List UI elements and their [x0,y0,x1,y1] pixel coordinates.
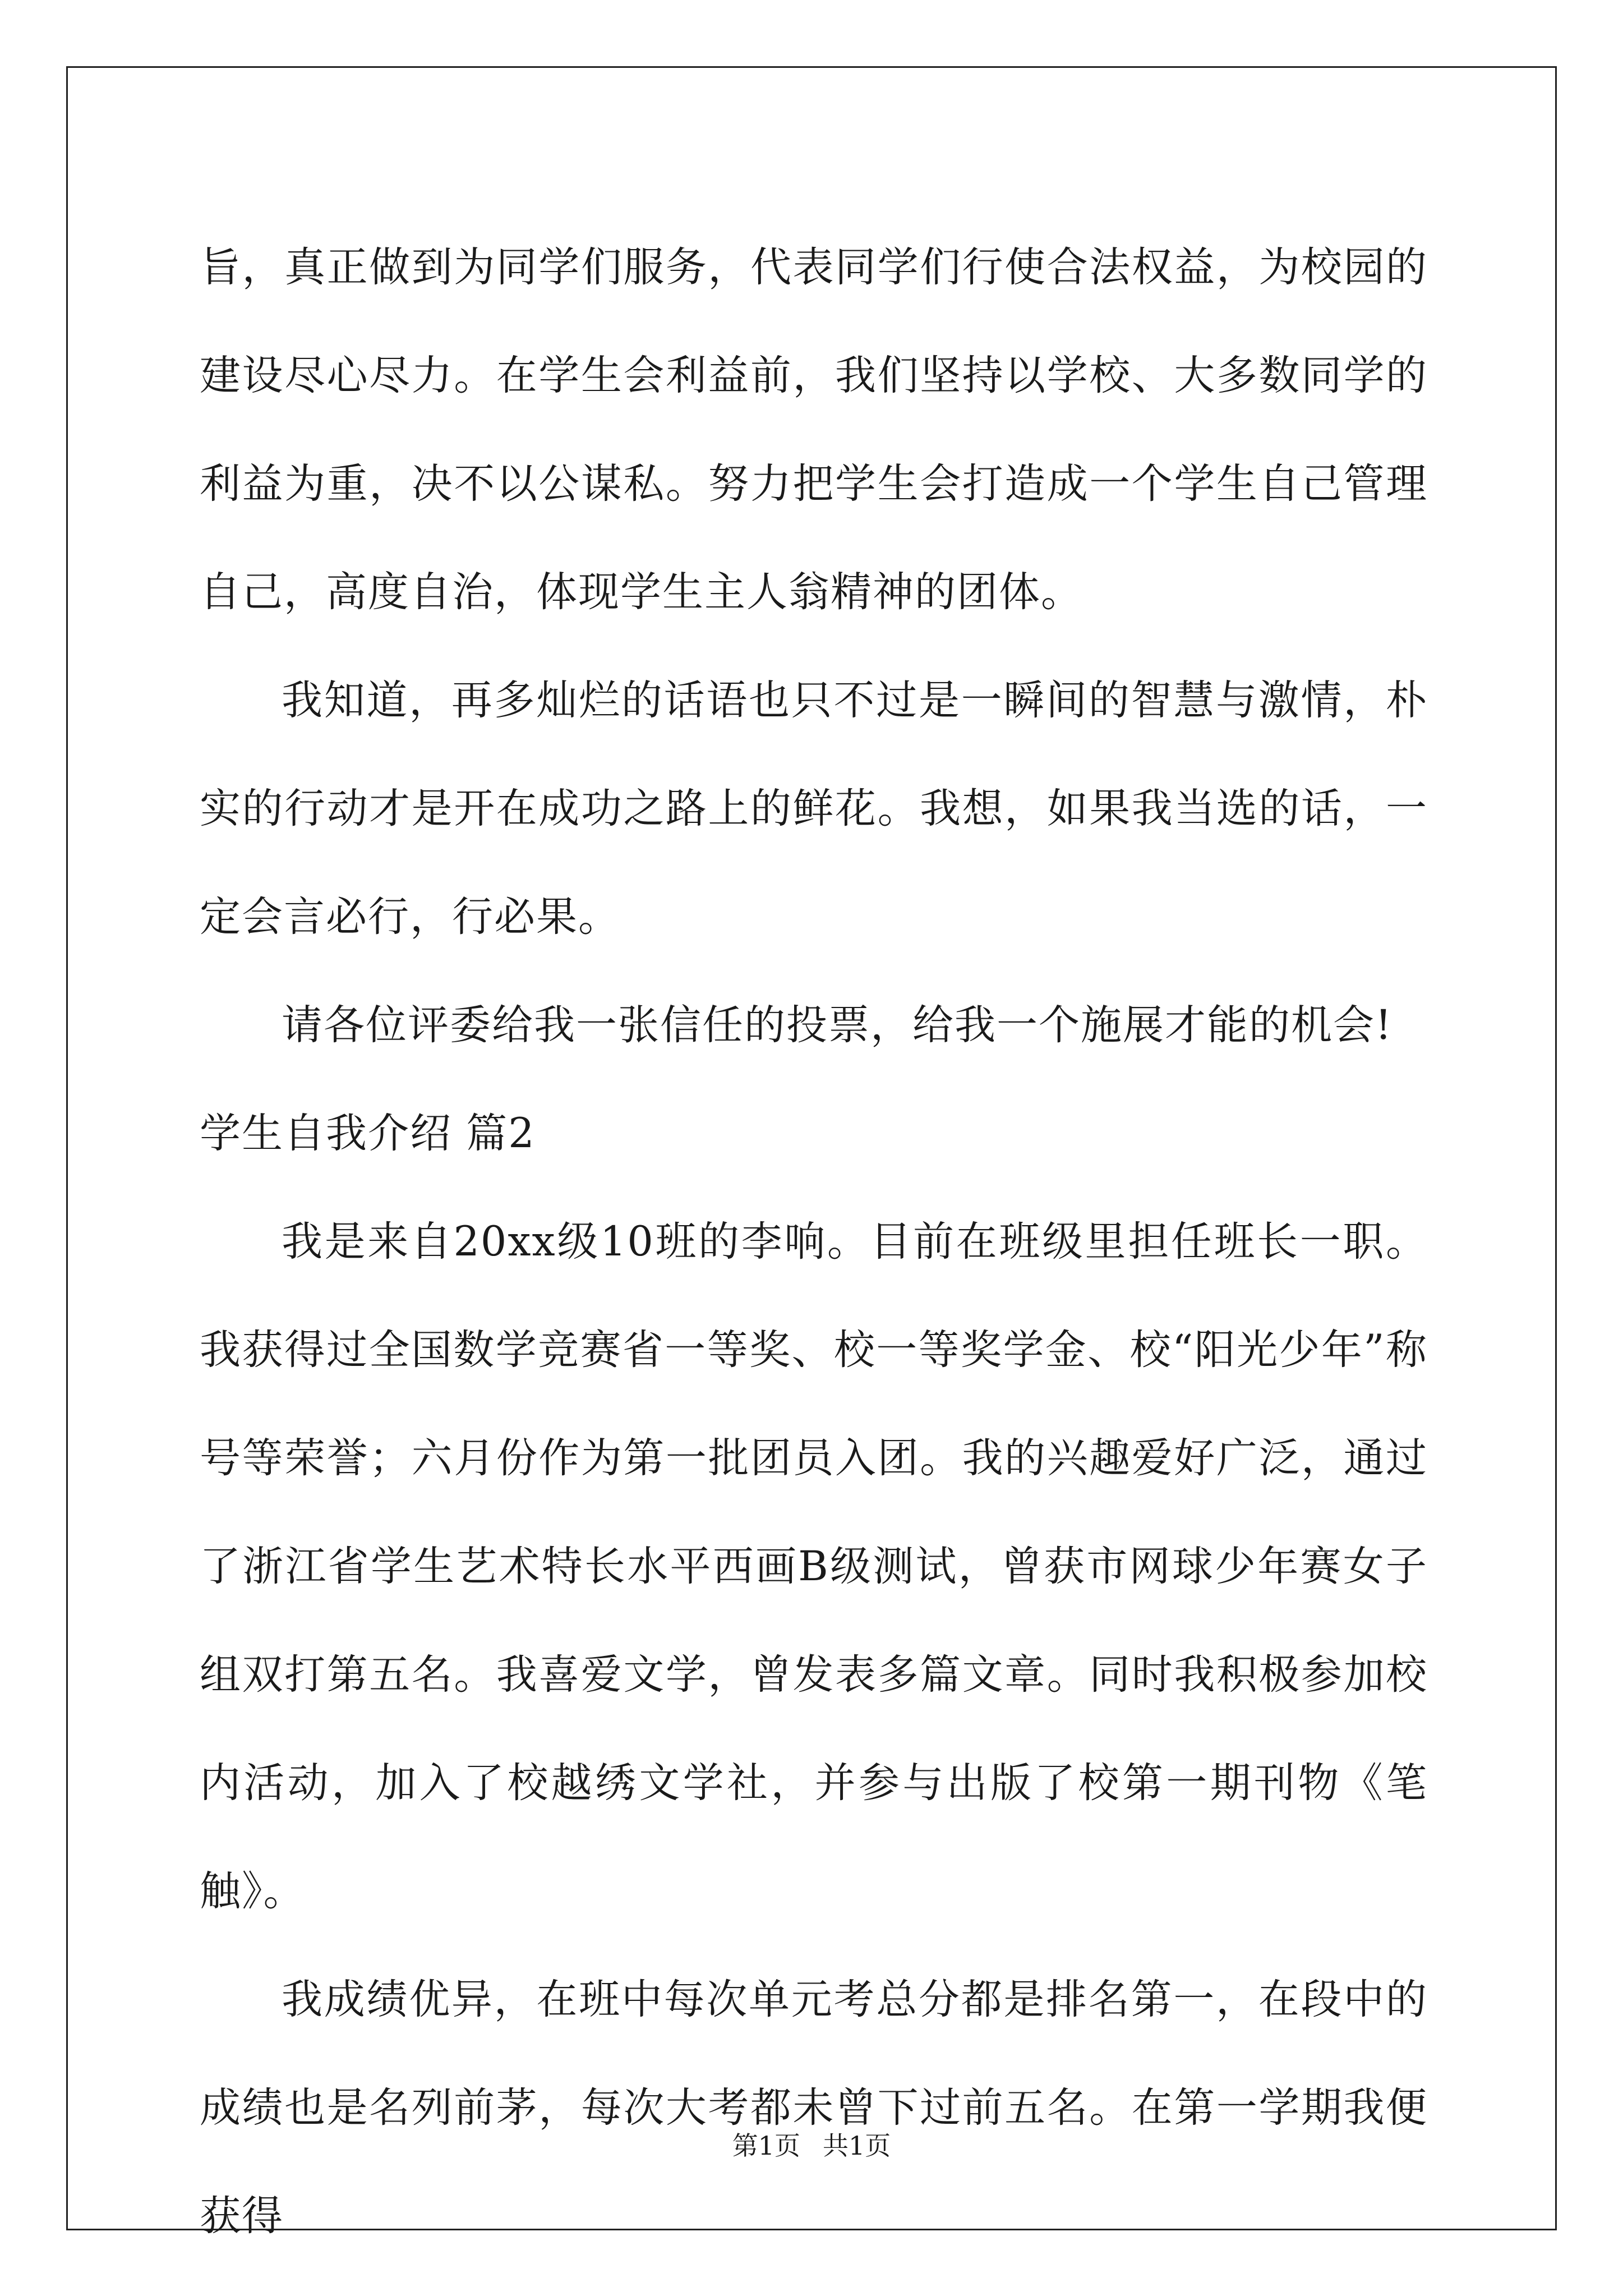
paragraph: 请各位评委给我一张信任的投票，给我一个施展才能的机会! [282,1001,1393,1049]
document-body [200,213,1428,2270]
paragraph-continuation: 旨，真正做到为同学们服务，代表同学们行使合法权益，为校园的建设尽心尽力。在学生会利益前，我们坚持以学校、大多数同学的利益为重，决不以公谋私。努力把学生会打造成一个学生自己管理自己，高度自治，体现学生主人翁精神的团体。 [200,243,1428,616]
section-title: 学生自我介绍 篇2 [200,1110,536,1157]
page-number: 第1页 [732,2131,800,2161]
page-total: 共1页 [823,2131,891,2161]
paragraph: 我成绩优异，在班中每次单元考总分都是排名第一，在段中的成绩也是名列前茅，每次大考都未曾下过前五名。在第一学期我便获得 [200,1976,1428,2240]
page-footer [0,2129,1623,2162]
paragraph: 我知道，再多灿烂的话语也只不过是一瞬间的智慧与激情，朴实的行动才是开在成功之路上的鲜花。我想，如果我当选的话，一定会言必行，行必果。 [200,677,1428,941]
paragraph: 我是来自20xx级10班的李响。目前在班级里担任班长一职。我获得过全国数学竞赛省一等奖、校一等奖学金、校“阳光少年”称号等荣誉；六月份作为第一批团员入团。我的兴趣爱好广泛，通过了浙江省学生艺术特长水平西画B级测试，曾获市网球少年赛女子组双打第五名。我喜爱文学，曾发表多篇文章。同时我积极参加校内活动，加入了校越绣文学社，并参与出版了校第一期刊物《笔触》。 [200,1218,1428,1915]
